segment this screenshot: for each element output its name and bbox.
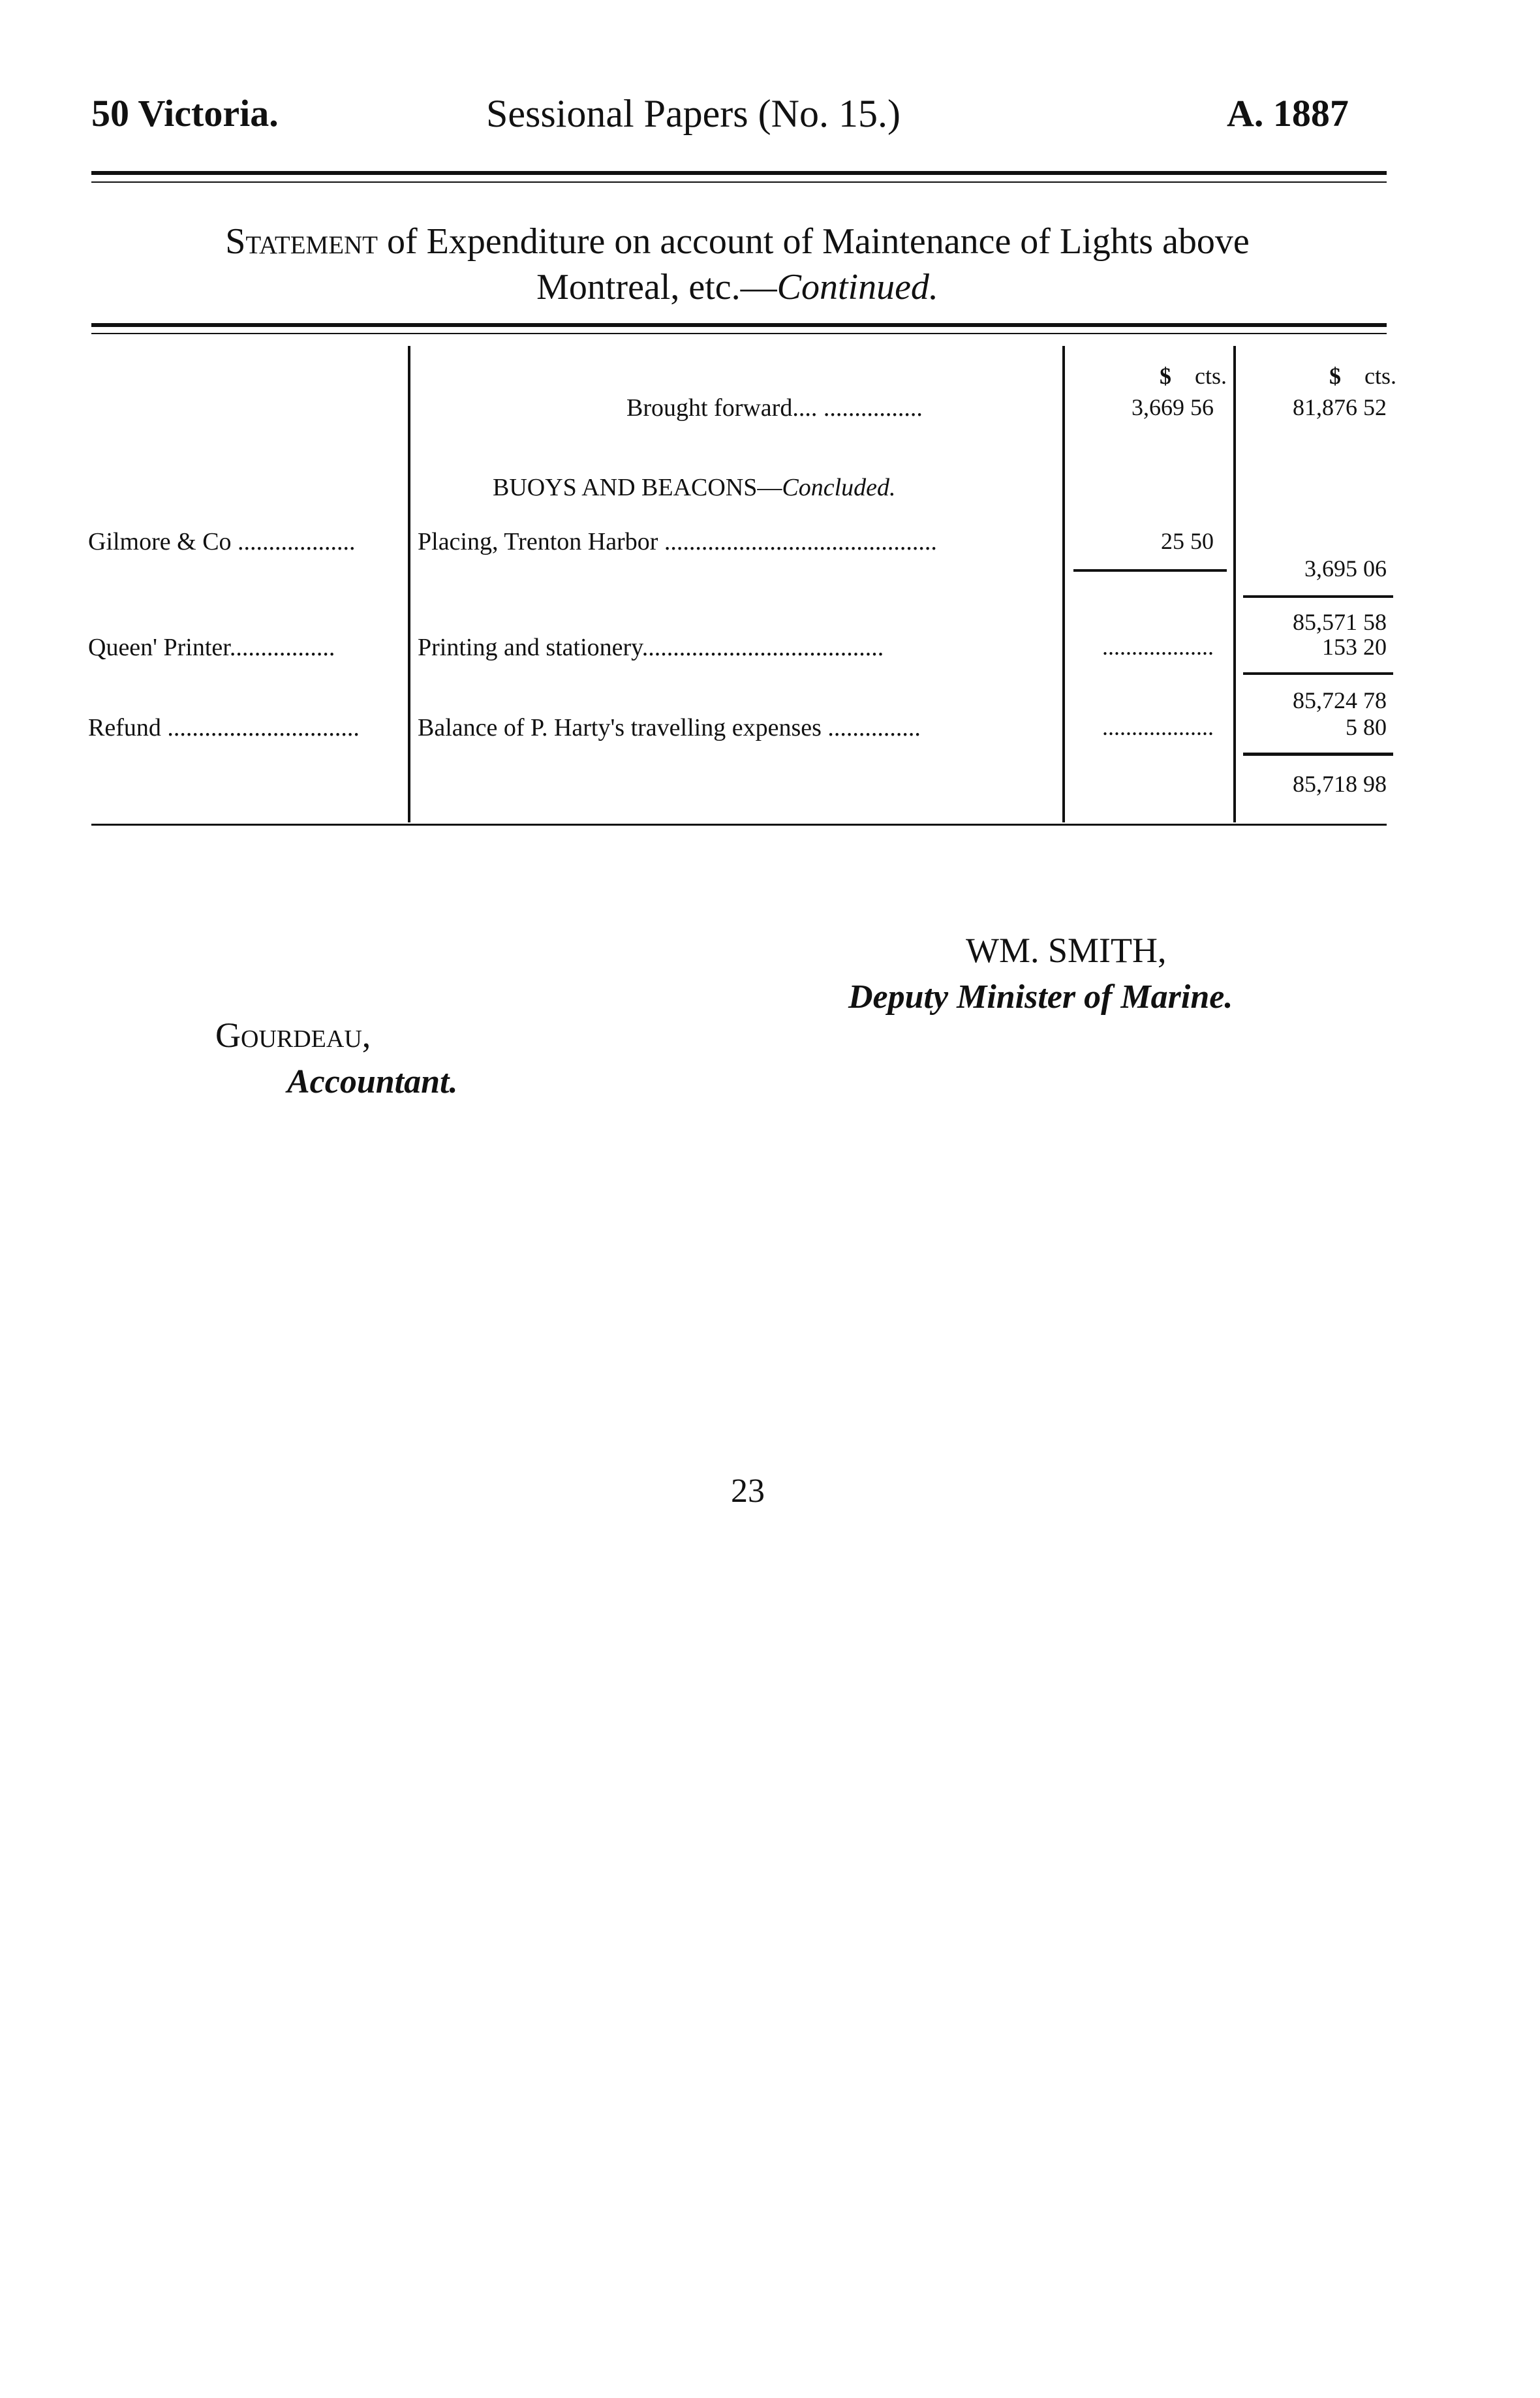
title-continued: Continued. <box>777 267 938 307</box>
payee-gilmore: Gilmore & Co ................... <box>88 528 356 555</box>
column-rule-2 <box>1062 346 1065 822</box>
accountant-name: Gourdeau, <box>215 1016 371 1055</box>
section-heading-text: BUOYS AND BEACONS— <box>493 474 782 501</box>
header-title: Sessional Papers (No. 15.) <box>486 92 901 135</box>
col1-dollar-sign: $ <box>1160 363 1171 389</box>
printing-col1-dots: ................... <box>1102 634 1214 660</box>
col1-sum-rule <box>1073 569 1227 572</box>
description-printing: Printing and stationery....................................... <box>418 634 884 661</box>
page-number: 23 <box>731 1472 765 1510</box>
column-rule-3 <box>1233 346 1236 822</box>
statement-title <box>85 219 1390 310</box>
title-line2: Montreal, etc.— <box>536 267 777 307</box>
subtotal-buoys: 3,695 06 <box>1304 555 1387 582</box>
col2-dollar-sign: $ <box>1329 363 1341 389</box>
description-placing: Placing, Trenton Harbor ............................................ <box>418 528 937 555</box>
running-total-1: 85,571 58 <box>1293 609 1387 635</box>
header-rule <box>91 171 1387 175</box>
brought-forward-label: Brought forward.... ................ <box>626 394 923 422</box>
section-heading-concluded: Concluded. <box>782 474 896 501</box>
header-session: 50 Victoria. <box>91 92 279 134</box>
gilmore-col1: 25 50 <box>1161 528 1214 554</box>
description-balance: Balance of P. Harty's travelling expenses ............... <box>418 714 921 741</box>
header-year: A. 1887 <box>1227 92 1349 134</box>
table-top-rule <box>91 323 1387 327</box>
col2-cents-label: cts. <box>1364 363 1396 389</box>
brought-forward-col2: 81,876 52 <box>1293 394 1387 420</box>
section-heading <box>493 473 1047 502</box>
col1-cents-label: cts. <box>1195 363 1227 389</box>
refund-amount: 5 80 <box>1346 714 1387 740</box>
running-total-2: 85,724 78 <box>1293 687 1387 713</box>
printing-amount: 153 20 <box>1322 634 1387 660</box>
grand-total: 85,718 98 <box>1293 771 1387 797</box>
signature-title: Deputy Minister of Marine. <box>848 978 1233 1016</box>
col2-heading <box>1259 362 1396 390</box>
refund-col1-dots: ................... <box>1102 714 1214 740</box>
column-rule-1 <box>408 346 410 822</box>
brought-forward-col1: 3,669 56 <box>1132 394 1214 420</box>
table-top-rule-thin <box>91 333 1387 334</box>
accountant-title: Accountant. <box>287 1063 458 1100</box>
title-line1: of Expenditure on account of Maintenance of Lights above <box>378 221 1250 262</box>
col2-sum-rule-3 <box>1243 753 1393 756</box>
payee-refund: Refund ............................... <box>88 714 360 741</box>
signature-name: WM. SMITH, <box>966 931 1167 970</box>
col1-heading <box>1109 362 1227 390</box>
table-bottom-rule <box>91 824 1387 826</box>
title-smallcaps: Statement <box>225 221 378 262</box>
header-rule-thin <box>91 181 1387 183</box>
col2-sum-rule-1 <box>1243 595 1393 598</box>
payee-queens-printer: Queen' Printer................. <box>88 634 335 661</box>
col2-sum-rule-2 <box>1243 672 1393 675</box>
